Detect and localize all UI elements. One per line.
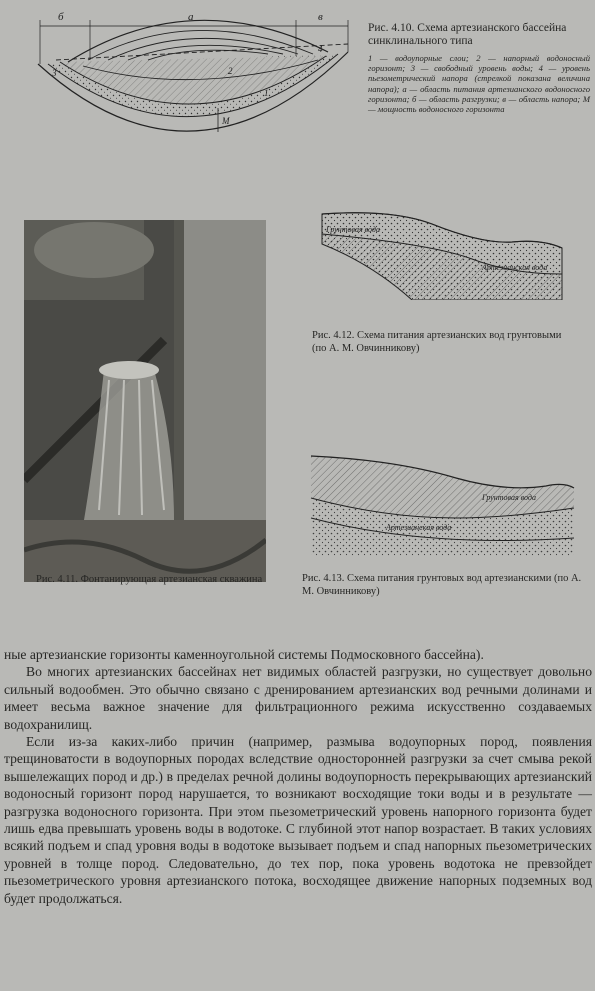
fig413-artesian-water-label: Артезианская вода [386, 523, 452, 532]
fig410-label-m: М [222, 116, 230, 126]
figure-4-13-caption: Рис. 4.13. Схема питания грунтовых вод артезианскими (по А. М. Овчинникову) [302, 573, 582, 597]
body-text [4, 646, 592, 907]
figure-4-12-diagram [312, 204, 568, 300]
fig410-label-b: б [58, 11, 64, 23]
figure-4-11-caption: Рис. 4.11. Фонтанирующая артезианская скважина [36, 574, 263, 585]
fig410-label-1: 1 [264, 88, 269, 98]
fig412-ground-water-label: Грунтовая вода [326, 225, 380, 234]
fig413-ground-water-label: Грунтовая вода [482, 493, 536, 502]
paragraph-2: Во многих артезианских бассейнах нет видимых областей разгрузки, но существует довольно сильный водообмен. Это обычно связано с дренированием артезианских вод речными долинами и имеет весьма важное значение для фильтрационного режима искусственно создаваемых водохранилищ. [4, 664, 592, 732]
paragraph-1: ные артезианские горизонты каменноугольной системы Подмосковного бассейна). [4, 647, 484, 662]
figure-4-12-caption: Рис. 4.12. Схема питания артезианских вод грунтовыми (по А. М. Овчинникову) [312, 330, 562, 354]
fig410-label-4: 4 [318, 44, 323, 54]
fig410-label-3: 3 [52, 68, 57, 78]
fig410-label-a: а [188, 11, 194, 23]
fig412-artesian-water-label: Артезианская вода [482, 263, 548, 272]
fig410-label-v: в [318, 11, 323, 23]
figure-4-10-diagram [28, 4, 358, 154]
fig410-label-2: 2 [228, 66, 233, 76]
figure-4-10-title: Рис. 4.10. Схема артезианского бассейна синклинального типа [368, 22, 567, 47]
figure-4-13-diagram [306, 448, 576, 556]
paragraph-3: Если из-за каких-либо причин (например, размыва водоупорных пород, появления трещиноватости в водоупорных породах вследствие односторонней разгрузки за счет смыва рекой вышележащих пород и др.) в пределах речной долины водоупорность перекрывающих артезианский водоносный горизонт пород нарушается, то возникают восходящие токи воды и в результате — разгрузка водоносного горизонта. При этом пьезометрический уровень напорного горизонта будет лишь едва превышать уровень воды в водотоке. С глубиной этот напор возрастает. В таких условиях всякий подъем и спад уровня воды в водотоке вызывает подъем и спад напорных пьезометрических уровней в толще пород. Следовательно, до тех пор, пока уровень водотока не превзойдет пьезометрического уровня артезианского потока, восходящее движение напорных подземных вод будет продолжаться. [4, 734, 592, 906]
figure-4-10-legend: 1 — водоупорные слои; 2 — напорный водоносный горизонт; 3 — свободный уровень воды; 4 — уровень пьезометрический напора (стрелкой показана величина напора); а — область питания артезианского водоносного горизонта; б — область разгрузки; в — область напора; М — мощность водоносного горизонта [368, 53, 590, 115]
figure-4-10-caption [368, 22, 590, 114]
figure-4-11-photo [24, 220, 266, 582]
